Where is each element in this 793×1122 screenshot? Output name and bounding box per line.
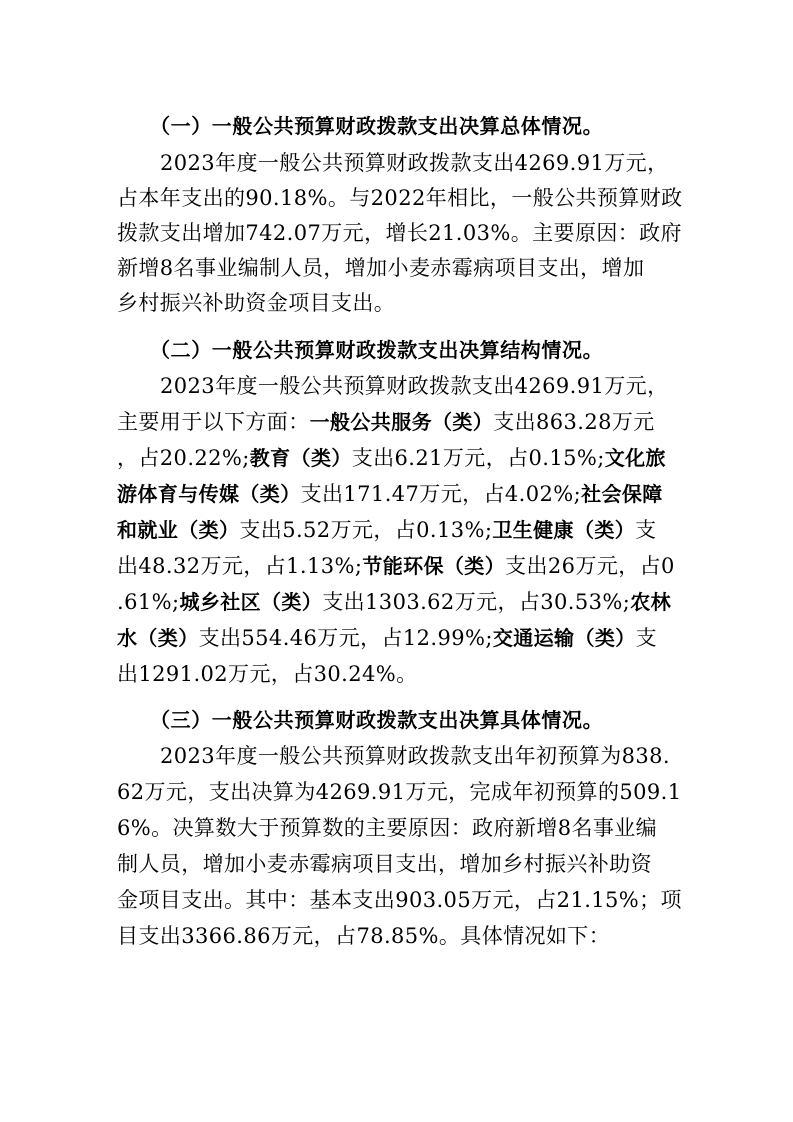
text-run: 出48.32万元，占1.13%; bbox=[117, 554, 363, 578]
section2-line-8 bbox=[117, 624, 657, 652]
text-run: 支出1303.62万元，占30.53%; bbox=[322, 590, 631, 614]
section2-line-6 bbox=[117, 552, 675, 580]
text-run: 支出554.46万元，占12.99%; bbox=[198, 626, 493, 650]
category-label: 一般公共服务（类） bbox=[309, 410, 494, 434]
text-run: 支 bbox=[635, 518, 657, 542]
category-label: 文化旅 bbox=[604, 446, 666, 470]
section2-line-2 bbox=[117, 408, 655, 436]
section2-line-3 bbox=[117, 444, 666, 472]
category-label: 交通运输（类） bbox=[492, 626, 636, 650]
text-run: 支出26万元，占0 bbox=[505, 554, 675, 578]
section1-line-3: 拨款支出增加742.07万元，增长21.03%。主要原因：政府 bbox=[117, 221, 682, 245]
section2-line-9: 出1291.02万元，占30.24%。 bbox=[117, 662, 418, 686]
section2-line-5 bbox=[117, 516, 657, 544]
section1-line-1: 2023年度一般公共预算财政拨款支出4269.91万元， bbox=[160, 151, 669, 175]
text-run: ，占20.22%; bbox=[117, 446, 250, 470]
text-run: .61%; bbox=[117, 590, 180, 614]
category-label: 水（类） bbox=[117, 626, 199, 650]
section3-line-6: 目支出3366.86万元，占78.85%。具体情况如下： bbox=[117, 924, 611, 948]
section2-line-4 bbox=[117, 480, 663, 508]
section3-line-5: 金项目支出。其中：基本支出903.05万元，占21.15%；项 bbox=[117, 888, 682, 912]
category-label: 社会保障 bbox=[581, 482, 663, 506]
section2-heading: （二）一般公共预算财政拨款支出决算结构情况。 bbox=[150, 338, 604, 362]
section2-line-1: 2023年度一般公共预算财政拨款支出4269.91万元， bbox=[160, 374, 669, 398]
text-run: 支出863.28万元 bbox=[493, 410, 655, 434]
section3-line-2: 62万元，支出决算为4269.91万元，完成年初预算的509.1 bbox=[117, 780, 682, 804]
text-run: 支出6.21万元，占0.15%; bbox=[351, 446, 605, 470]
section3-line-1: 2023年度一般公共预算财政拨款支出年初预算为838. bbox=[160, 744, 670, 768]
category-label: 节能环保（类） bbox=[362, 554, 506, 578]
section2-line-7 bbox=[117, 588, 671, 616]
text-run: 主要用于以下方面： bbox=[117, 410, 310, 434]
section3-line-3: 6%。决算数大于预算数的主要原因：政府新增8名事业编 bbox=[117, 816, 658, 840]
section1-heading: （一）一般公共预算财政拨款支出决算总体情况。 bbox=[150, 114, 604, 138]
category-label: 农林 bbox=[630, 590, 672, 614]
section1-line-5: 乡村振兴补助资金项目支出。 bbox=[117, 291, 396, 315]
text-run: 支出171.47万元，占4.02%; bbox=[300, 482, 582, 506]
section3-line-4: 制人员，增加小麦赤霉病项目支出，增加乡村振兴补助资 bbox=[117, 852, 652, 876]
category-label: 和就业（类） bbox=[117, 518, 240, 542]
category-label: 教育（类） bbox=[249, 446, 352, 470]
section1-line-2: 占本年支出的90.18%。与2022年相比，一般公共预算财政 bbox=[117, 186, 683, 210]
category-label: 城乡社区（类） bbox=[179, 590, 323, 614]
section1-line-4: 新增8名事业编制人员，增加小麦赤霉病项目支出，增加 bbox=[117, 256, 645, 280]
text-run: 支出5.52万元，占0.13%; bbox=[239, 518, 493, 542]
category-label: 卫生健康（类） bbox=[492, 518, 636, 542]
section3-heading: （三）一般公共预算财政拨款支出决算具体情况。 bbox=[150, 708, 604, 732]
text-run: 支 bbox=[635, 626, 658, 650]
category-label: 游体育与传媒（类） bbox=[117, 482, 301, 506]
